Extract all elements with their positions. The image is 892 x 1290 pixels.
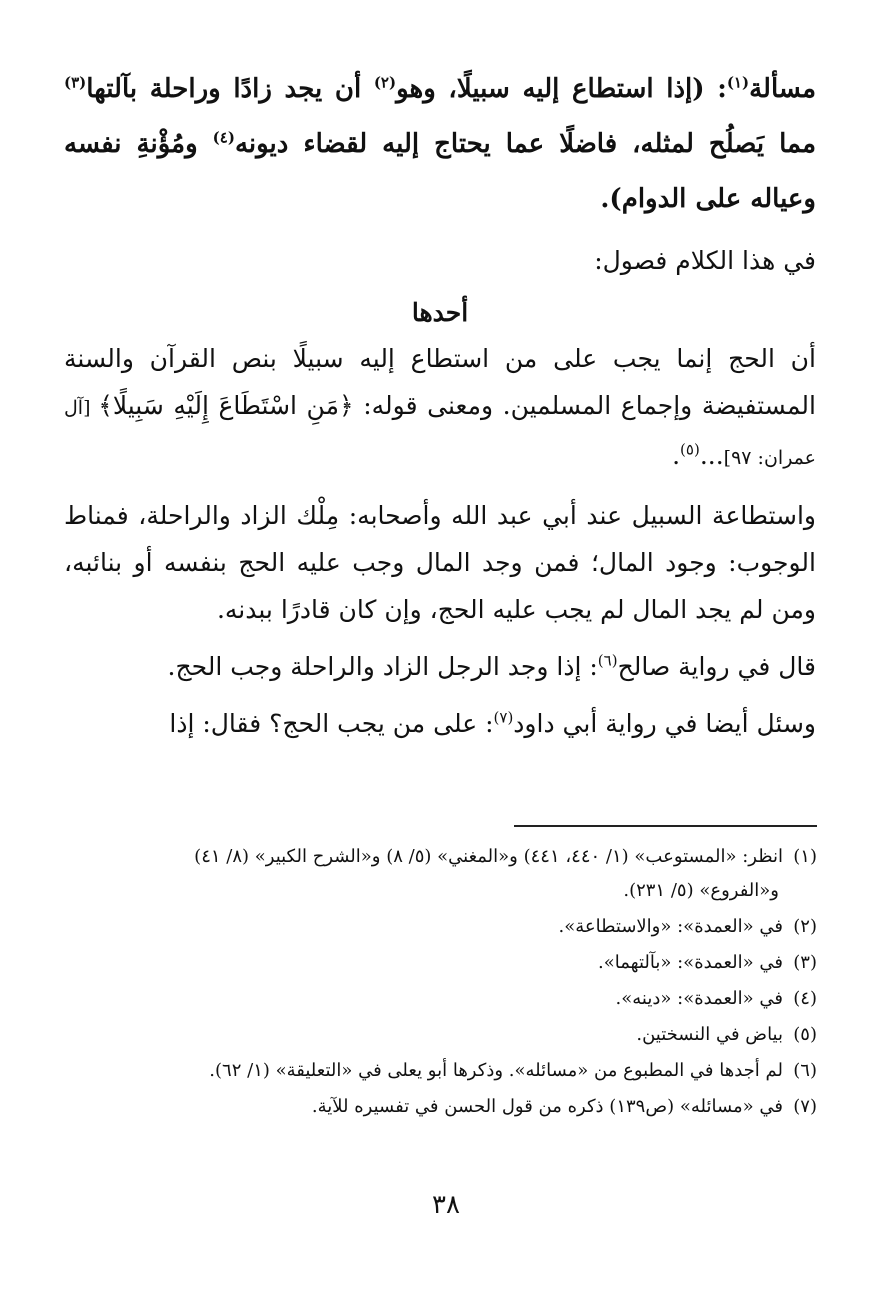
masala-label: مسألة (749, 74, 816, 104)
section-heading: أحدها (411, 298, 469, 327)
footnote-text: في «مسائله» (ص١٣٩) ذكره من قول الحسن في تفسيره للآية. (311, 1096, 783, 1117)
footnote-ref-4[interactable]: (٤) (212, 128, 235, 147)
footnote-ref-3[interactable]: (٣) (64, 73, 87, 92)
quran-quote: ﴿مَنِ اسْتَطَاعَ إِلَيْهِ سَبِيلًا﴾ (98, 391, 354, 420)
footnote-divider (514, 825, 817, 827)
footnote-text: بياض في النسختين. (636, 1024, 783, 1045)
verse-reference: [آل عمران: ٩٧] (64, 397, 816, 469)
period: . (672, 441, 681, 470)
footnote-6 (70, 1054, 817, 1088)
footnote-continuation: و«الفروع» (٥/ ٢٣١). (623, 880, 779, 901)
footnote-text: في «العمدة»: «والاستطاعة». (558, 916, 783, 937)
footnote-number: (٦) (793, 1060, 817, 1081)
masala-text-part: ومُؤْنةِ نفسه وعياله على الدوام). (64, 129, 816, 214)
main-text (64, 62, 816, 747)
footnote-5 (70, 1018, 817, 1052)
footnote-2 (70, 910, 817, 944)
masala-text-part: : (إذا استطاع إليه سبيلًا، وهو (396, 74, 727, 104)
paragraph-4 (64, 643, 816, 690)
masala-text-part: أن يجد زادًا وراحلة بآلتها (86, 74, 374, 104)
footnote-text: انظر: «المستوعب» (١/ ٤٤٠، ٤٤١) و«المغني» (٥/ ٨) و«الشرح الكبير» (٨/ ٤١) (194, 846, 783, 867)
paragraph-5-text: : على من يجب الحج؟ فقال: إذا (169, 709, 494, 738)
footnote-4 (70, 982, 817, 1016)
footnote-number: (٢) (793, 916, 817, 937)
footnote-3 (70, 946, 817, 980)
footnote-text: في «العمدة»: «بآلتهما». (598, 952, 783, 973)
footnote-number: (٤) (793, 988, 817, 1009)
paragraph-5 (64, 700, 816, 747)
footnote-7 (70, 1090, 817, 1124)
footnote-text: في «العمدة»: «دينه». (615, 988, 783, 1009)
footnote-number: (٣) (793, 952, 817, 973)
footnotes (70, 840, 817, 1126)
page-number: ٣٨ (432, 1190, 460, 1220)
masala-paragraph (64, 62, 816, 227)
paragraph-3: واستطاعة السبيل عند أبي عبد الله وأصحابه: مِلْك الزاد والراحلة، فمناط الوجوب: وجود المال؛ فمن وجد المال وجب عليه الحج بنفسه أو بنائبه، ومن لم يجد المال لم يجب عليه الحج، وإن كان قادرًا ببدنه. (64, 501, 816, 624)
footnote-1 (70, 840, 817, 908)
footnote-ref-2[interactable]: (٢) (373, 73, 397, 92)
paragraph-2-text: أن الحج إنما يجب على من استطاع إليه سبيلًا بنص القرآن والسنة المستفيضة وإجماع المسلمين. ومعنى قوله: (64, 344, 816, 420)
footnote-number: (٥) (793, 1024, 817, 1045)
footnote-ref-5[interactable]: (٥) (680, 440, 700, 459)
intro-line: في هذا الكلام فصول: (594, 246, 816, 275)
footnote-number: (١) (793, 846, 817, 867)
paragraph-5-text: وسئل أيضا في رواية أبي داود (513, 709, 816, 738)
paragraph-2 (64, 335, 816, 482)
footnote-number: (٧) (793, 1096, 817, 1117)
footnote-ref-1[interactable]: (١) (726, 73, 750, 92)
paragraph-4-text: : إذا وجد الرجل الزاد والراحلة وجب الحج. (167, 652, 598, 681)
footnote-text: لم أجدها في المطبوع من «مسائله». وذكرها أبو يعلى في «التعليقة» (١/ ٦٢). (209, 1060, 783, 1081)
footnote-ref-7[interactable]: (٧) (493, 708, 514, 727)
ellipsis: ... (699, 441, 724, 470)
masala-text-part: مما يَصلُح لمثله، فاضلًا عما يحتاج إليه لقضاء ديونه (234, 129, 816, 159)
footnote-ref-6[interactable]: (٦) (597, 651, 618, 670)
paragraph-4-text: قال في رواية صالح (617, 652, 816, 681)
